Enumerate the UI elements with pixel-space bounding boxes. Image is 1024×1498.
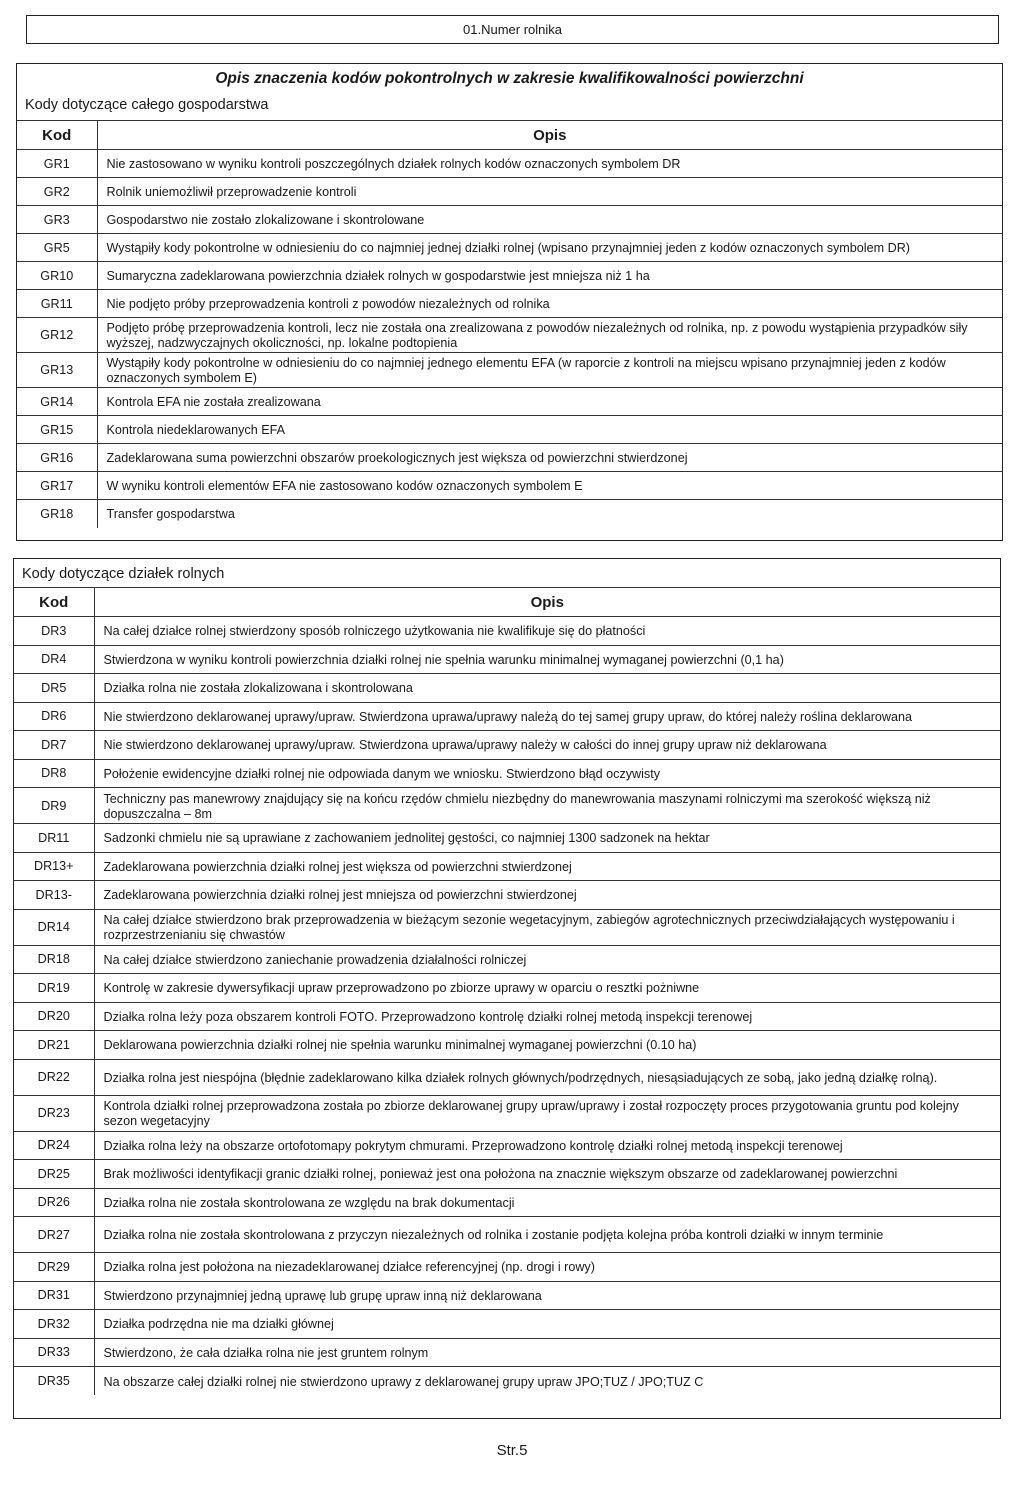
code-cell: DR18 xyxy=(14,945,94,974)
code-cell: DR13- xyxy=(14,881,94,910)
description-cell: Wystąpiły kody pokontrolne w odniesieniu do co najmniej jednego elementu EFA (w raporcie z kontroli na miejscu wpisano przynajmniej jeden z kodów oznaczonych symbolem E) xyxy=(97,353,1002,388)
description-cell: W wyniku kontroli elementów EFA nie zastosowano kodów oznaczonych symbolem E xyxy=(97,472,1002,500)
description-cell: Stwierdzono przynajmniej jedną uprawę lub grupę upraw inną niż deklarowana xyxy=(94,1281,1000,1310)
code-cell: GR17 xyxy=(17,472,97,500)
table-row xyxy=(14,1281,1000,1310)
description-cell: Na obszarze całej działki rolnej nie stwierdzono uprawy z deklarowanej grupy upraw JPO;TUZ / JPO;TUZ C xyxy=(94,1367,1000,1396)
description-cell: Kontrolę w zakresie dywersyfikacji upraw przeprowadzono po zbiorze uprawy w oparciu o resztki pożniwne xyxy=(94,974,1000,1003)
description-cell: Deklarowana powierzchnia działki rolnej nie spełnia warunku minimalnej wymaganej powierzchni (0.10 ha) xyxy=(94,1031,1000,1060)
description-cell: Transfer gospodarstwa xyxy=(97,500,1002,528)
farmer-number-label: 01.Numer rolnika xyxy=(463,22,562,37)
code-cell: GR1 xyxy=(17,150,97,178)
parcel-codes-label: Kody dotyczące działek rolnych xyxy=(22,566,225,582)
description-cell: Wystąpiły kody pokontrolne w odniesieniu do co najmniej jednej działki rolnej (wpisano przynajmniej jeden z kodów oznaczonych symbolem DR) xyxy=(97,234,1002,262)
table-row xyxy=(14,881,1000,910)
code-cell: DR3 xyxy=(14,617,94,646)
code-cell: DR5 xyxy=(14,674,94,703)
table-row xyxy=(14,645,1000,674)
table-row xyxy=(17,388,1002,416)
table-row xyxy=(17,234,1002,262)
table-row xyxy=(14,1338,1000,1367)
table-row xyxy=(14,759,1000,788)
description-cell: Nie zastosowano w wyniku kontroli poszczególnych działek rolnych kodów oznaczonych symbolem DR xyxy=(97,150,1002,178)
description-cell: Działka rolna jest położona na niezadeklarowanej działce referencyjnej (np. drogi i rowy) xyxy=(94,1253,1000,1282)
code-cell: GR16 xyxy=(17,444,97,472)
table-row xyxy=(17,416,1002,444)
table-row xyxy=(14,1002,1000,1031)
code-cell: GR3 xyxy=(17,206,97,234)
code-cell: DR32 xyxy=(14,1310,94,1339)
table-row xyxy=(14,702,1000,731)
description-cell: Sadzonki chmielu nie są uprawiane z zachowaniem jednolitej gęstości, co najmniej 1300 sadzonek na hektar xyxy=(94,824,1000,853)
code-cell: DR13+ xyxy=(14,852,94,881)
table-row xyxy=(14,1031,1000,1060)
table-row xyxy=(14,617,1000,646)
description-cell: Stwierdzono, że cała działka rolna nie jest gruntem rolnym xyxy=(94,1338,1000,1367)
table-row xyxy=(14,1059,1000,1095)
table-row xyxy=(17,262,1002,290)
description-cell: Podjęto próbę przeprowadzenia kontroli, lecz nie została ona zrealizowana z powodów niezależnych od rolnika, np. z powodu wystąpienia przypadków siły wyższej, nadzwyczajnych okoliczności, np. lokalne podtopienia xyxy=(97,318,1002,353)
description-cell: Nie podjęto próby przeprowadzenia kontroli z powodów niezależnych od rolnika xyxy=(97,290,1002,318)
code-cell: DR26 xyxy=(14,1188,94,1217)
description-cell: Techniczny pas manewrowy znajdujący się na końcu rzędów chmielu niezbędny do manewrowania maszynami rolniczymi ma szerokość większą niż dopuszczalna – 8m xyxy=(94,788,1000,824)
description-cell: Działka rolna nie została skontrolowana z przyczyn niezależnych od rolnika i zostanie podjęta kolejna próba kontroli działki w innym terminie xyxy=(94,1217,1000,1253)
code-cell: DR7 xyxy=(14,731,94,760)
code-cell: DR9 xyxy=(14,788,94,824)
page-number: Str.5 xyxy=(496,1442,528,1459)
description-cell: Działka rolna leży na obszarze ortofotomapy pokrytym chmurami. Przeprowadzono kontrolę działki rolnej metodą inspekcji terenowej xyxy=(94,1131,1000,1160)
table-row xyxy=(14,852,1000,881)
table-row xyxy=(14,824,1000,853)
column-header-description: Opis xyxy=(94,588,1000,617)
table-row xyxy=(14,974,1000,1003)
table-row xyxy=(17,318,1002,353)
code-cell: GR18 xyxy=(17,500,97,528)
table-row xyxy=(14,1160,1000,1189)
code-cell: DR14 xyxy=(14,909,94,945)
code-cell: DR21 xyxy=(14,1031,94,1060)
table-row xyxy=(14,1217,1000,1253)
code-cell: DR29 xyxy=(14,1253,94,1282)
description-cell: Położenie ewidencyjne działki rolnej nie odpowiada danym we wniosku. Stwierdzono błąd oczywisty xyxy=(94,759,1000,788)
description-cell: Nie stwierdzono deklarowanej uprawy/upraw. Stwierdzona uprawa/uprawy należą do tej samej grupy upraw, do której należy roślina deklarowana xyxy=(94,702,1000,731)
description-cell: Brak możliwości identyfikacji granic działki rolnej, ponieważ jest ona położona na znacznie większym obszarze od zadeklarowanej powierzchni xyxy=(94,1160,1000,1189)
table-row xyxy=(14,1367,1000,1396)
column-header-code: Kod xyxy=(14,588,94,617)
code-cell: DR31 xyxy=(14,1281,94,1310)
column-header-code: Kod xyxy=(17,121,97,150)
description-cell: Zadeklarowana powierzchnia działki rolnej jest większa od powierzchni stwierdzonej xyxy=(94,852,1000,881)
farm-codes-label: Kody dotyczące całego gospodarstwa xyxy=(25,97,269,113)
description-cell: Rolnik uniemożliwił przeprowadzenie kontroli xyxy=(97,178,1002,206)
table-row xyxy=(14,1188,1000,1217)
code-cell: DR27 xyxy=(14,1217,94,1253)
code-cell: GR13 xyxy=(17,353,97,388)
table-row xyxy=(17,178,1002,206)
code-cell: DR23 xyxy=(14,1095,94,1131)
code-cell: DR24 xyxy=(14,1131,94,1160)
description-cell: Sumaryczna zadeklarowana powierzchnia działek rolnych w gospodarstwie jest mniejsza niż 1 ha xyxy=(97,262,1002,290)
table-row xyxy=(14,1131,1000,1160)
code-cell: GR5 xyxy=(17,234,97,262)
table-row xyxy=(17,472,1002,500)
code-cell: DR22 xyxy=(14,1059,94,1095)
farm-codes-section xyxy=(16,63,1003,541)
table-row xyxy=(14,1095,1000,1131)
table-row xyxy=(17,500,1002,528)
description-cell: Działka rolna jest niespójna (błędnie zadeklarowano kilka działek rolnych głównych/podrzędnych, niesąsiadujących ze sobą, jako jedną działkę rolną). xyxy=(94,1059,1000,1095)
table-row xyxy=(17,290,1002,318)
description-cell: Na całej działce stwierdzono brak przeprowadzenia w bieżącym sezonie wegetacyjnym, zabiegów agrotechnicznych przeciwdziałających występowaniu i rozprzestrzenianiu się chwastów xyxy=(94,909,1000,945)
description-cell: Zadeklarowana suma powierzchni obszarów proekologicznych jest większa od powierzchni stwierdzonej xyxy=(97,444,1002,472)
code-cell: GR11 xyxy=(17,290,97,318)
code-cell: DR11 xyxy=(14,824,94,853)
code-cell: GR15 xyxy=(17,416,97,444)
code-cell: DR20 xyxy=(14,1002,94,1031)
description-cell: Nie stwierdzono deklarowanej uprawy/upraw. Stwierdzona uprawa/uprawy należy w całości do innej grupy upraw niż deklarowana xyxy=(94,731,1000,760)
description-cell: Działka rolna nie została zlokalizowana i skontrolowana xyxy=(94,674,1000,703)
code-cell: DR19 xyxy=(14,974,94,1003)
code-cell: GR12 xyxy=(17,318,97,353)
description-cell: Na całej działce stwierdzono zaniechanie prowadzenia działalności rolniczej xyxy=(94,945,1000,974)
parcel-codes-table xyxy=(14,587,1000,1395)
farm-codes-table xyxy=(17,120,1002,528)
table-row xyxy=(14,674,1000,703)
table-row xyxy=(14,945,1000,974)
parcel-codes-section xyxy=(13,558,1001,1419)
table-row xyxy=(17,150,1002,178)
code-cell: GR10 xyxy=(17,262,97,290)
description-cell: Zadeklarowana powierzchnia działki rolnej jest mniejsza od powierzchni stwierdzonej xyxy=(94,881,1000,910)
description-cell: Kontrola niedeklarowanych EFA xyxy=(97,416,1002,444)
description-cell: Kontrola EFA nie została zrealizowana xyxy=(97,388,1002,416)
table-row xyxy=(17,444,1002,472)
code-cell: GR14 xyxy=(17,388,97,416)
description-cell: Działka rolna leży poza obszarem kontroli FOTO. Przeprowadzono kontrolę działki rolnej metodą inspekcji terenowej xyxy=(94,1002,1000,1031)
description-cell: Działka rolna nie została skontrolowana ze względu na brak dokumentacji xyxy=(94,1188,1000,1217)
table-row xyxy=(14,909,1000,945)
table-row xyxy=(17,353,1002,388)
table-row xyxy=(14,1253,1000,1282)
table-row xyxy=(14,1310,1000,1339)
table-row xyxy=(17,206,1002,234)
description-cell: Stwierdzona w wyniku kontroli powierzchnia działki rolnej nie spełnia warunku minimalnej wymaganej powierzchni (0,1 ha) xyxy=(94,645,1000,674)
description-cell: Działka podrzędna nie ma działki głównej xyxy=(94,1310,1000,1339)
column-header-description: Opis xyxy=(97,121,1002,150)
page-title: Opis znaczenia kodów pokontrolnych w zakresie kwalifikowalności powierzchni xyxy=(215,70,804,87)
code-cell: DR35 xyxy=(14,1367,94,1396)
code-cell: DR25 xyxy=(14,1160,94,1189)
code-cell: DR33 xyxy=(14,1338,94,1367)
table-row xyxy=(14,731,1000,760)
description-cell: Na całej działce rolnej stwierdzony sposób rolniczego użytkowania nie kwalifikuje się do płatności xyxy=(94,617,1000,646)
code-cell: DR8 xyxy=(14,759,94,788)
description-cell: Kontrola działki rolnej przeprowadzona została po zbiorze deklarowanej grupy upraw/uprawy i został rozpoczęty proces przygotowania gruntu pod kolejny sezon wegetacyjny xyxy=(94,1095,1000,1131)
code-cell: DR6 xyxy=(14,702,94,731)
description-cell: Gospodarstwo nie zostało zlokalizowane i skontrolowane xyxy=(97,206,1002,234)
code-cell: GR2 xyxy=(17,178,97,206)
code-cell: DR4 xyxy=(14,645,94,674)
farmer-number-field xyxy=(26,15,999,44)
table-row xyxy=(14,788,1000,824)
